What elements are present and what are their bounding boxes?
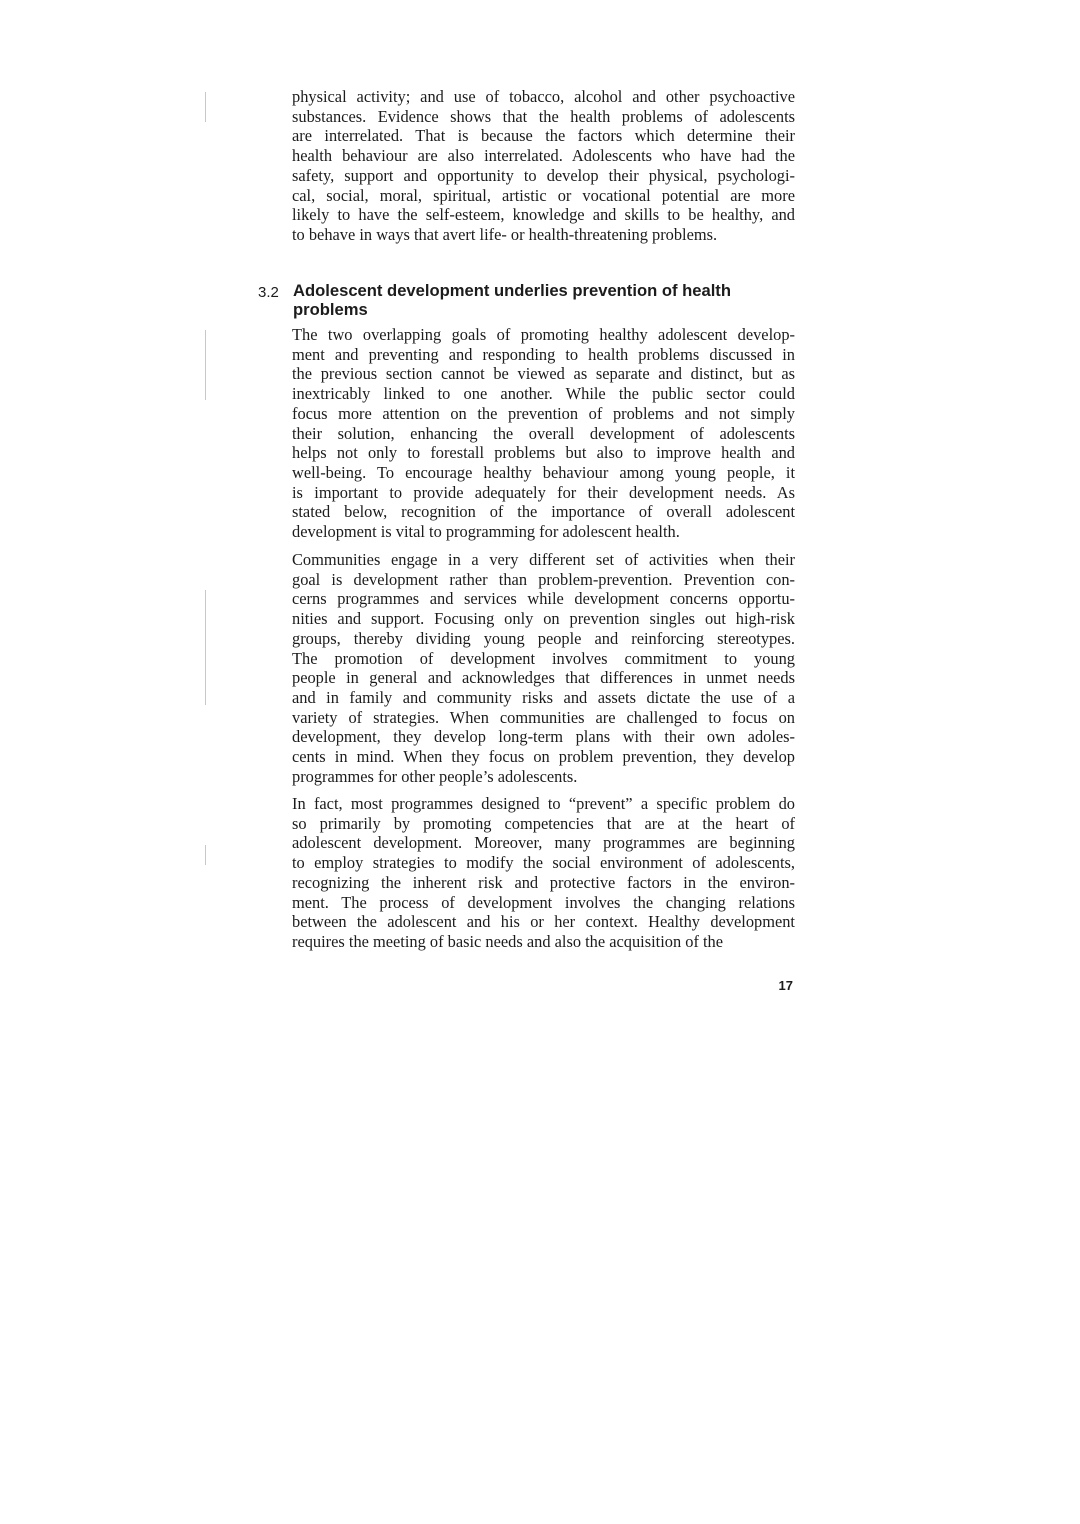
- text-line: groups, thereby dividing young people and reinforcing stereotypes.: [292, 628, 795, 648]
- text-line: likely to have the self-esteem, knowledge and skills to be healthy, and: [292, 205, 795, 225]
- text-line: ment and preventing and responding to health problems discussed in: [292, 344, 795, 364]
- text-line: ment. The process of development involves the changing relations: [292, 892, 795, 912]
- section-paragraph: [292, 794, 795, 952]
- text-line: Communities engage in a very different set of activities when their: [292, 550, 795, 569]
- text-line: nities and support. Focusing only on prevention singles out high-risk: [292, 609, 795, 629]
- text-line: safety, support and opportunity to develop their physical, psychologi-: [292, 165, 795, 185]
- text-line: between the adolescent and his or her context. Healthy development: [292, 912, 795, 932]
- text-line: cerns programmes and services while development concerns opportu-: [292, 589, 795, 609]
- text-line: The two overlapping goals of promoting healthy adolescent develop-: [292, 325, 795, 344]
- text-line: variety of strategies. When communities are challenged to focus on: [292, 707, 795, 727]
- text-line: development, they develop long-term plans with their own adoles-: [292, 727, 795, 747]
- text-line: stated below, recognition of the importance of overall adolescent: [292, 502, 795, 522]
- text-line: people in general and acknowledges that differences in unmet needs: [292, 668, 795, 688]
- text-line: programmes for other people’s adolescents.: [292, 766, 578, 786]
- text-line: In fact, most programmes designed to “prevent” a specific problem do: [292, 794, 795, 813]
- text-line: recognizing the inherent risk and protective factors in the environ-: [292, 872, 795, 892]
- section-paragraph: [292, 325, 795, 542]
- section-heading: Adolescent development underlies prevention of health problems: [293, 281, 731, 319]
- scan-margin-mark: [205, 590, 206, 705]
- text-line: is important to provide adequately for their development needs. As: [292, 482, 795, 502]
- text-line: helps not only to forestall problems but also to improve health and: [292, 443, 795, 463]
- text-line: focus more attention on the prevention of problems and not simply: [292, 403, 795, 423]
- text-line: and in family and community risks and assets dictate the use of a: [292, 688, 795, 708]
- section-paragraph: [292, 550, 795, 787]
- text-line: are interrelated. That is because the factors which determine their: [292, 126, 795, 146]
- text-line: cents in mind. When they focus on problem prevention, they develop: [292, 747, 795, 767]
- text-line: adolescent development. Moreover, many programmes are beginning: [292, 833, 795, 853]
- text-line: health behaviour are also interrelated. Adolescents who have had the: [292, 146, 795, 166]
- text-line: The promotion of development involves commitment to young: [292, 648, 795, 668]
- text-line: substances. Evidence shows that the health problems of adolescents: [292, 106, 795, 126]
- scan-margin-mark: [205, 845, 206, 865]
- text-line: development is vital to programming for adolescent health.: [292, 522, 680, 542]
- text-line: to behave in ways that avert life- or health-threatening problems.: [292, 225, 718, 245]
- text-line: well-being. To encourage healthy behaviour among young people, it: [292, 463, 795, 483]
- text-line: their solution, enhancing the overall development of adolescents: [292, 423, 795, 443]
- page-number: 17: [778, 978, 793, 993]
- text-line: so primarily by promoting competencies that are at the heart of: [292, 813, 795, 833]
- text-line: the previous section cannot be viewed as separate and distinct, but as: [292, 364, 795, 384]
- text-line: requires the meeting of basic needs and also the acquisition of the: [292, 932, 724, 952]
- scan-margin-mark: [205, 92, 206, 122]
- scan-margin-mark: [205, 330, 206, 400]
- continuation-paragraph: [292, 87, 795, 245]
- text-line: goal is development rather than problem-prevention. Prevention con-: [292, 569, 795, 589]
- text-line: to employ strategies to modify the social environment of adolescents,: [292, 853, 795, 873]
- section-number: 3.2: [258, 284, 279, 301]
- text-line: cal, social, moral, spiritual, artistic or vocational potential are more: [292, 185, 795, 205]
- text-line: physical activity; and use of tobacco, alcohol and other psychoactive: [292, 87, 795, 106]
- text-line: inextricably linked to one another. While the public sector could: [292, 384, 795, 404]
